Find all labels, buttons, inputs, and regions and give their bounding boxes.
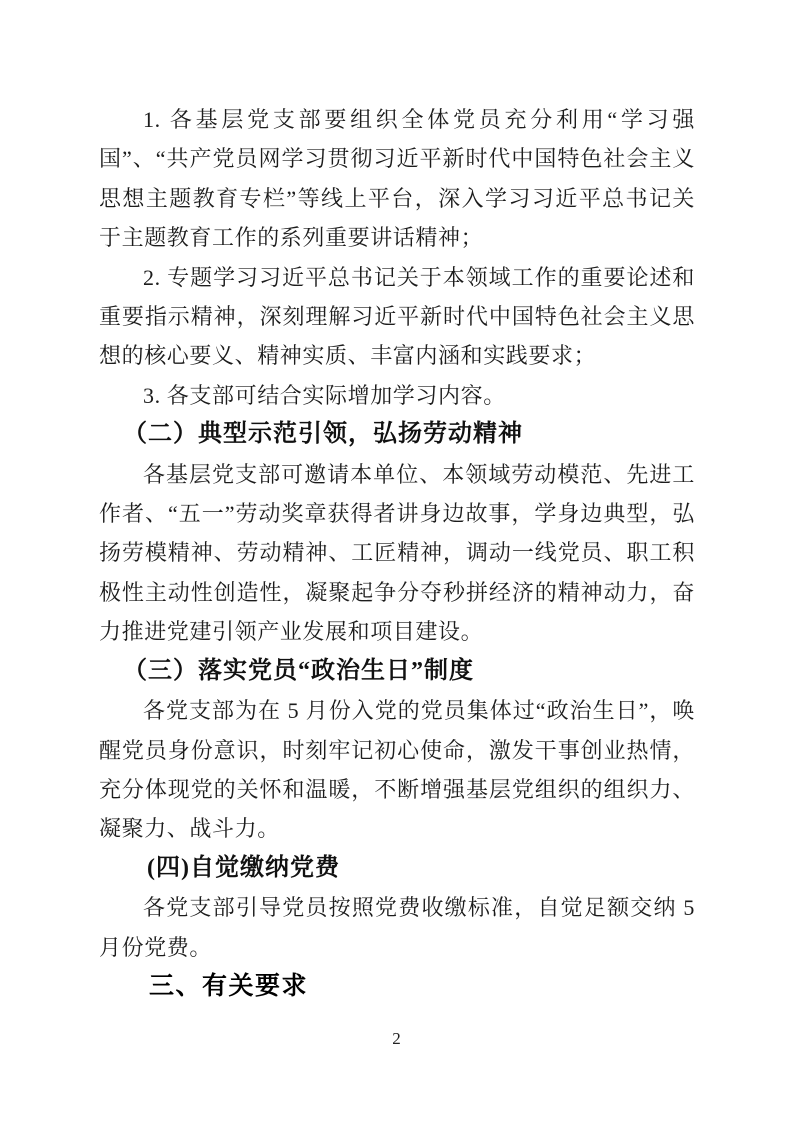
section-2-paragraph: 各基层党支部可邀请本单位、本领域劳动模范、先进工作者、“五一”劳动奖章获得者讲身边故事，学身边典型，弘扬劳模精神、劳动精神、工匠精神，调动一线党员、职工积极性主动性创造性，凝聚起争分夺秒拼经济的精神动力，奋力推进党建引领产业发展和项目建设。 (99, 461, 695, 645)
numbered-item-1: 1. 各基层党支部要组织全体党员充分利用“学习强国”、“共产党员网学习贯彻习近平新时代中国特色社会主义思想主题教育专栏”等线上平台，深入学习习近平总书记关于主题教育工作的系列重要讲话精神； (99, 107, 695, 251)
document-body (99, 100, 695, 1006)
numbered-item-2: 2. 专题学习习近平总书记关于本领域工作的重要论述和重要指示精神，深刻理解习近平新时代中国特色社会主义思想的核心要义、精神实质、丰富内涵和实践要求； (99, 264, 695, 369)
page-number: 2 (392, 1029, 401, 1048)
section-4-paragraph: 各党支部引导党员按照党费收缴标准，自觉足额交纳 5 月份党费。 (99, 895, 695, 960)
section-heading-4: (四)自觉缴纳党费 (147, 854, 340, 881)
numbered-item-3: 3. 各支部可结合实际增加学习内容。 (143, 382, 506, 408)
section-3-paragraph: 各党支部为在 5 月份入党的党员集体过“政治生日”，唤醒党员身份意识，时刻牢记初心使命，激发干事创业热情，充分体现党的关怀和温暖，不断增强基层党组织的组织力、凝聚力、战斗力。 (99, 698, 695, 842)
chapter-heading-3: 三、有关要求 (149, 971, 309, 1000)
section-heading-3: （三）落实党员“政治生日”制度 (123, 657, 474, 684)
section-heading-2: （二）典型示范引领，弘扬劳动精神 (123, 421, 523, 448)
